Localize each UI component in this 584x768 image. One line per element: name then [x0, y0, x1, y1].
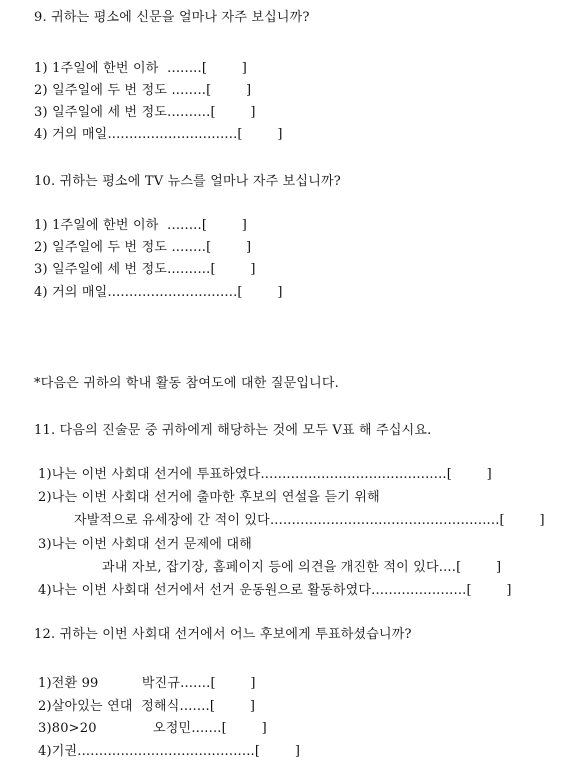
question-11-option-2-line-2[interactable]: 자발적으로 유세장에 간 적이 있다.....................................................[ ] [74, 513, 545, 528]
question-12-option-4[interactable]: 4)기권.........................................[ ] [38, 744, 301, 759]
question-11-option-2-line-1: 2)나는 이번 사회대 선거에 출마한 후보의 연설을 듣기 위해 [38, 490, 380, 505]
question-9-option-1[interactable]: 1) 1주일에 한번 이하 ........[ ] [34, 61, 248, 76]
question-9-title: 9. 귀하는 평소에 신문을 얼마나 자주 보십니까? [34, 10, 310, 25]
question-12-option-2[interactable]: 2)살아있는 연대 정해식.......[ ] [38, 699, 256, 714]
question-10-option-1[interactable]: 1) 1주일에 한번 이하 ........[ ] [34, 218, 248, 233]
question-10-title: 10. 귀하는 평소에 TV 뉴스를 얼마나 자주 보십니까? [34, 174, 341, 189]
question-9-option-2[interactable]: 2) 일주일에 두 번 정도 ........[ ] [34, 83, 252, 98]
question-10-option-2[interactable]: 2) 일주일에 두 번 정도 ........[ ] [34, 240, 252, 255]
question-9-option-4[interactable]: 4) 거의 매일..............................[ ] [34, 127, 283, 142]
question-12-title: 12. 귀하는 이번 사회대 선거에서 어느 후보에게 투표하셨습니까? [34, 627, 412, 642]
question-10-option-3[interactable]: 3) 일주일에 세 번 정도..........[ ] [34, 262, 256, 277]
question-12-option-1[interactable]: 1)전환 99 박진규.......[ ] [38, 676, 256, 691]
question-11-option-3-line-1: 3)나는 이번 사회대 선거 문제에 대해 [38, 537, 253, 552]
question-11-option-1[interactable]: 1)나는 이번 사회대 선거에 투표하였다...........................................[ ] [38, 467, 492, 482]
question-12-option-3[interactable]: 3)80>20 오정민.......[ ] [38, 721, 267, 736]
section-intro: *다음은 귀하의 학내 활동 참여도에 대한 질문입니다. [34, 376, 339, 391]
question-11-option-4[interactable]: 4)나는 이번 사회대 선거에서 선거 운동원으로 활동하였다......................[ ] [38, 583, 512, 598]
question-11-option-3-line-2[interactable]: 과내 자보, 잡기장, 홈페이지 등에 의견을 개진한 적이 있다....[ ] [102, 560, 502, 575]
question-11-title: 11. 다음의 진술문 중 귀하에게 해당하는 것에 모두 V표 해 주십시요. [34, 423, 432, 438]
question-10-option-4[interactable]: 4) 거의 매일..............................[ ] [34, 285, 283, 300]
question-9-option-3[interactable]: 3) 일주일에 세 번 정도..........[ ] [34, 105, 256, 120]
